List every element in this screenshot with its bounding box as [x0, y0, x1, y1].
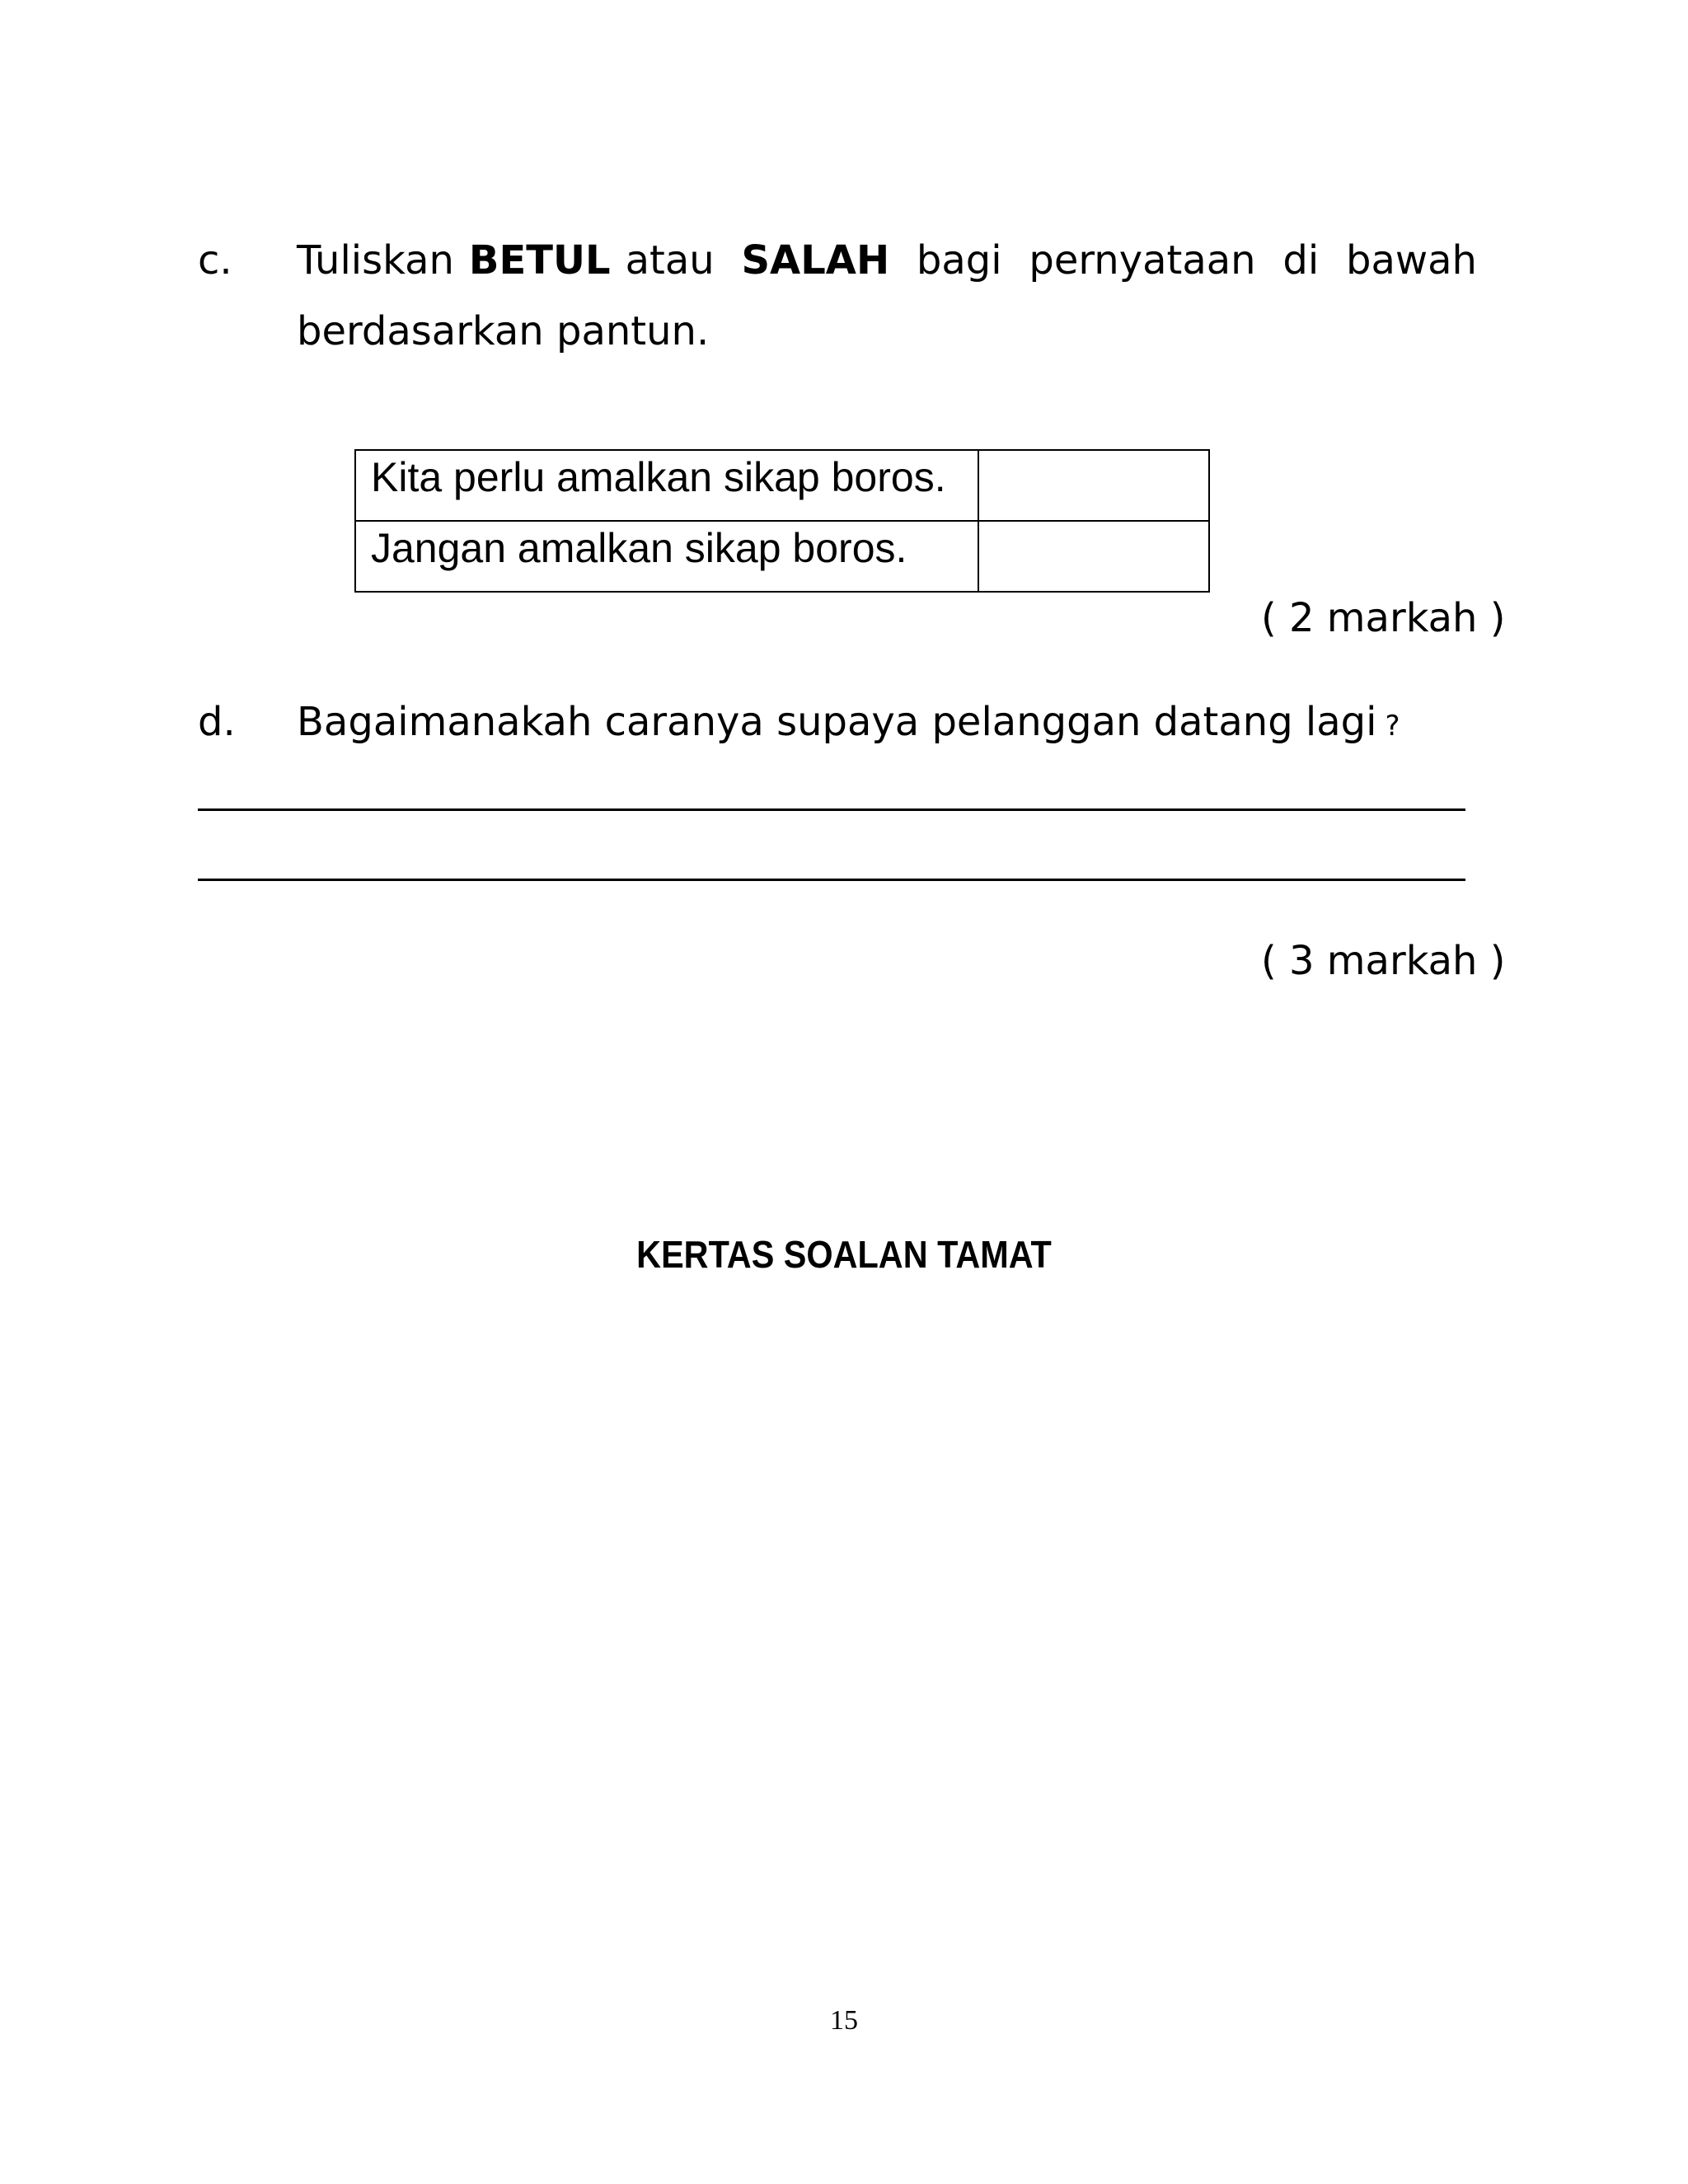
statement-cell: Kita perlu amalkan sikap boros.	[355, 450, 978, 521]
statement-cell: Jangan amalkan sikap boros.	[355, 521, 978, 592]
word: atau	[625, 237, 715, 284]
keyword-betul: BETUL	[468, 237, 611, 284]
question-d-text	[297, 699, 1400, 749]
question-c-marks: ( 2 markah )	[1261, 595, 1506, 641]
answer-line[interactable]	[198, 808, 1465, 811]
end-of-paper-title: KERTAS SOALAN TAMAT	[636, 1233, 1052, 1276]
table-row	[355, 521, 1209, 592]
question-d-marks: ( 3 markah )	[1261, 938, 1506, 984]
question-c-instruction-line2: berdasarkan pantun.	[297, 308, 710, 354]
question-d-label: d.	[198, 699, 236, 745]
table-row	[355, 450, 1209, 521]
question-c-label: c.	[198, 237, 232, 284]
statement-table	[354, 449, 1210, 593]
word: bagi	[916, 237, 1002, 284]
keyword-salah: SALAH	[741, 237, 890, 284]
answer-cell[interactable]	[978, 450, 1209, 521]
word: Tuliskan	[297, 237, 454, 284]
question-mark: ?	[1385, 710, 1400, 743]
word: di	[1282, 237, 1320, 284]
question-d-sentence: Bagaimanakah caranya supaya pelanggan datang lagi	[297, 699, 1377, 745]
answer-line[interactable]	[198, 879, 1465, 881]
question-c-instruction-line1	[297, 237, 1477, 284]
page-number: 15	[830, 2005, 858, 2036]
answer-cell[interactable]	[978, 521, 1209, 592]
word: bawah	[1346, 237, 1477, 284]
word: pernyataan	[1029, 237, 1256, 284]
